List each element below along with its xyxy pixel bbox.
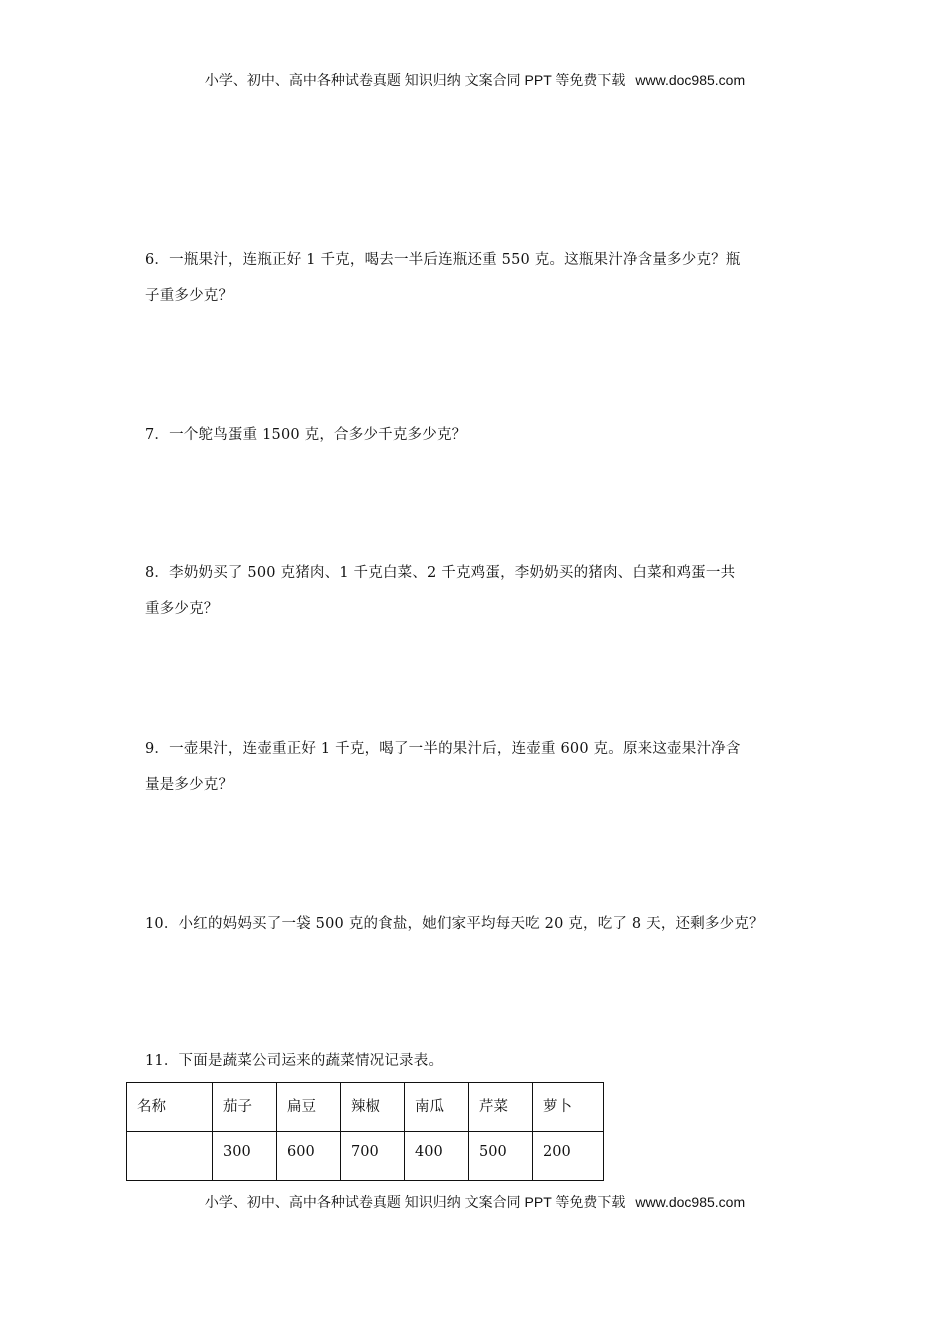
table-cell: 200 xyxy=(533,1132,604,1181)
table-cell: 萝卜 xyxy=(533,1083,604,1132)
table-cell: 500 xyxy=(469,1132,533,1181)
question-line: 7．一个鸵鸟蛋重 1500 克，合多少千克多少克？ xyxy=(145,427,467,443)
header-url: www.doc985.com xyxy=(635,72,746,88)
table-cell: 700 xyxy=(341,1132,405,1181)
table-cell: 芹菜 xyxy=(469,1083,533,1132)
table-cell: 300 xyxy=(213,1132,277,1181)
question-line: 9．一壶果汁，连壶重正好 1 千克，喝了一半的果汁后，连壶重 600 克。原来这壶果汁净含 xyxy=(145,741,741,757)
question-7 xyxy=(145,417,825,453)
table-cell: 扁豆 xyxy=(277,1083,341,1132)
table-cell: 400 xyxy=(405,1132,469,1181)
footer-url: www.doc985.com xyxy=(635,1194,746,1210)
question-line: 子重多少克？ xyxy=(145,288,234,304)
table-header-row xyxy=(127,1083,604,1132)
question-line: 8．李奶奶买了 500 克猪肉、1 千克白菜、2 千克鸡蛋，李奶奶买的猪肉、白菜和鸡蛋一共 xyxy=(145,565,736,581)
question-11 xyxy=(145,1043,825,1079)
question-line: 6．一瓶果汁，连瓶正好 1 千克，喝去一半后连瓶还重 550 克。这瓶果汁净含量多少克？瓶 xyxy=(145,252,741,268)
table-cell xyxy=(127,1132,213,1181)
table-cell: 辣椒 xyxy=(341,1083,405,1132)
question-10 xyxy=(145,906,825,942)
table-cell: 名称 xyxy=(127,1083,213,1132)
table-cell: 600 xyxy=(277,1132,341,1181)
table-cell: 南瓜 xyxy=(405,1083,469,1132)
question-8 xyxy=(145,555,825,627)
question-line: 10．小红的妈妈买了一袋 500 克的食盐，她们家平均每天吃 20 克，吃了 8 天，还剩多少克？ xyxy=(145,916,764,932)
question-line: 11．下面是蔬菜公司运来的蔬菜情况记录表。 xyxy=(145,1053,444,1069)
question-line: 重多少克？ xyxy=(145,601,219,617)
question-9 xyxy=(145,731,825,803)
footer-text: 小学、初中、高中各种试卷真题 知识归纳 文案合同 PPT 等免费下载 xyxy=(204,1194,626,1210)
question-6 xyxy=(145,242,825,314)
header-text: 小学、初中、高中各种试卷真题 知识归纳 文案合同 PPT 等免费下载 xyxy=(204,72,626,88)
table-row xyxy=(127,1132,604,1181)
table-cell: 茄子 xyxy=(213,1083,277,1132)
page-header xyxy=(0,70,950,90)
question-line: 量是多少克？ xyxy=(145,777,234,793)
vegetable-record-table xyxy=(126,1082,604,1181)
page-footer xyxy=(0,1192,950,1212)
